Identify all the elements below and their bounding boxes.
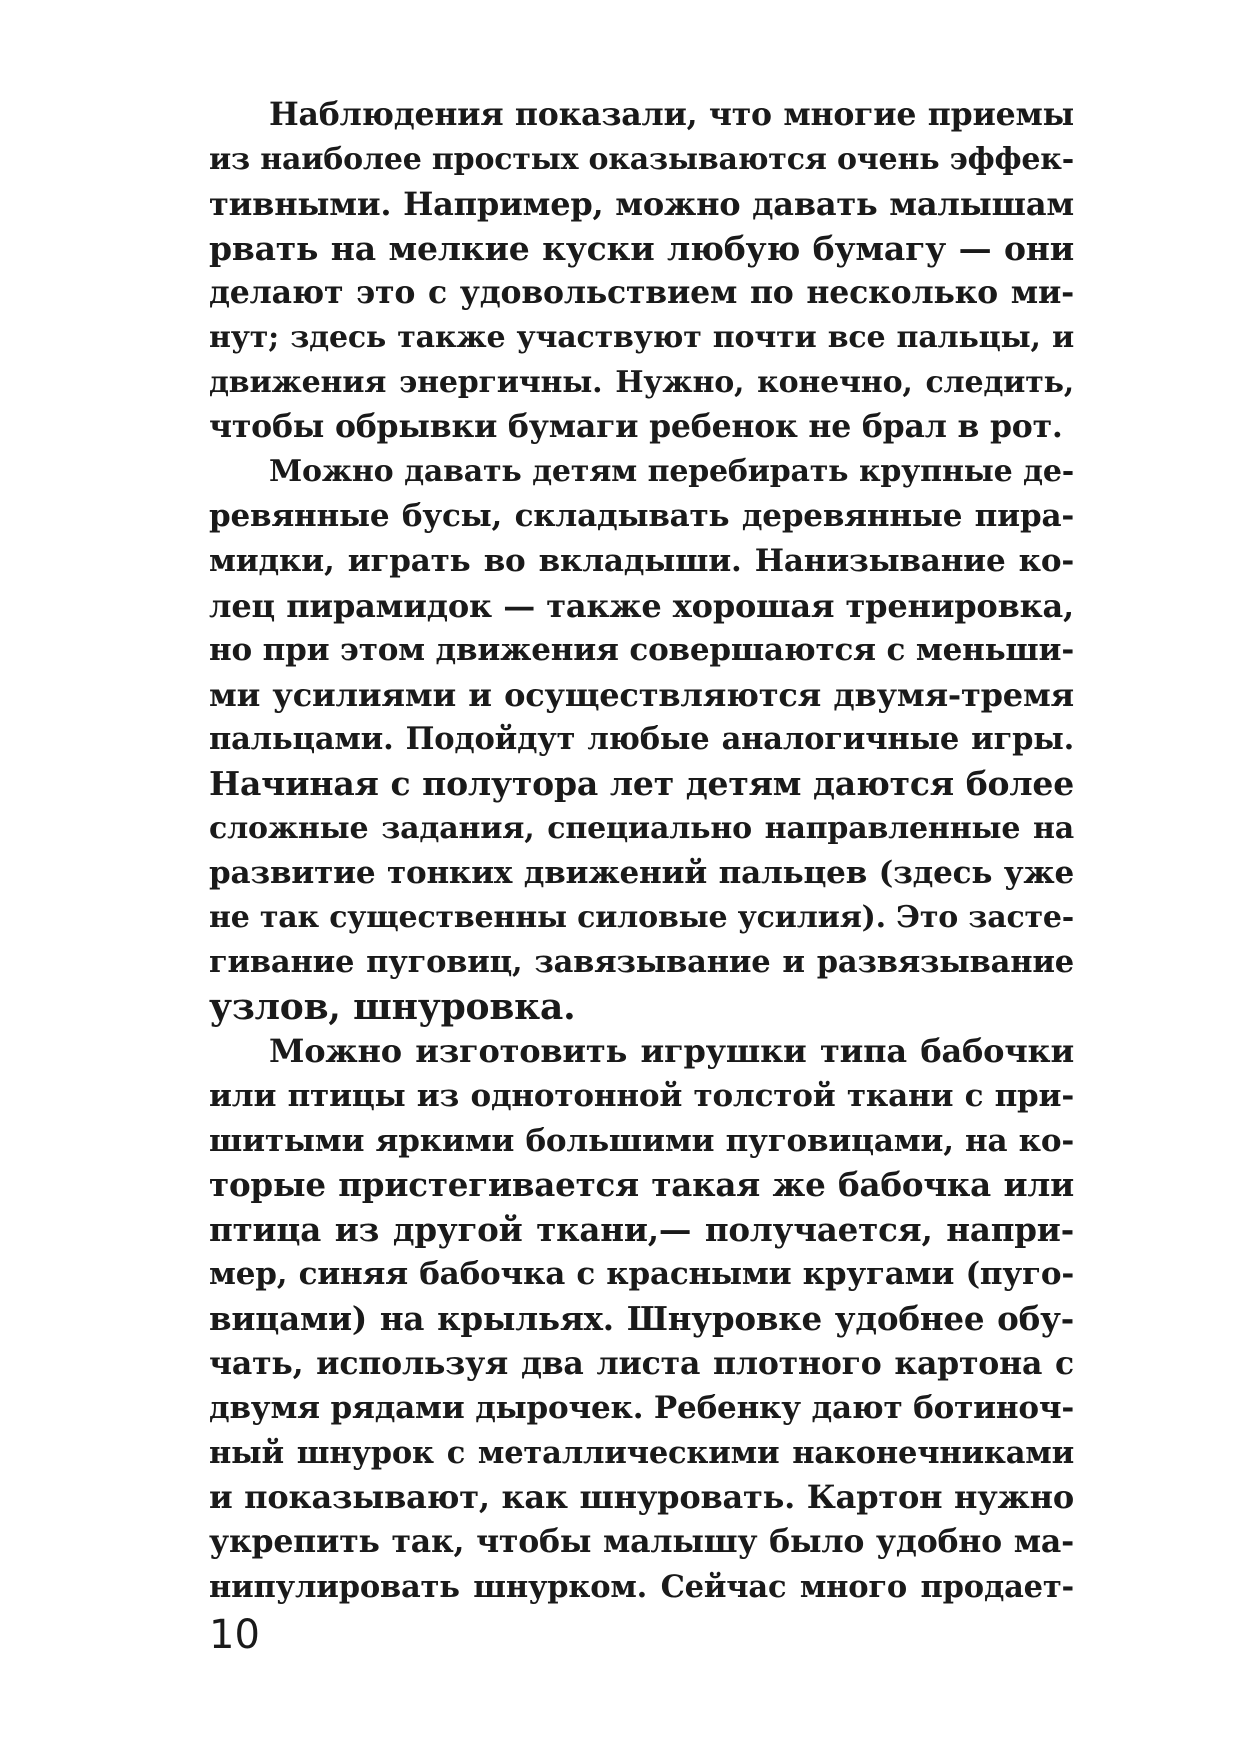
text-line: развитие тонких движений пальцев (здесь уже <box>209 855 1074 892</box>
text-line: из наиболее простых оказываются очень эффек- <box>209 141 1074 177</box>
text-line: ревянные бусы, складывать деревянные пира- <box>209 498 1074 535</box>
text-line: узлов, шнуровка. <box>209 985 576 1028</box>
text-line: Наблюдения показали, что многие приемы <box>269 96 1074 133</box>
text-line: или птицы из однотонной толстой ткани с при- <box>209 1078 1074 1115</box>
text-line: не так существенны силовые усилия). Это засте- <box>209 899 1075 935</box>
text-line: движения энергичны. Нужно, конечно, следить, <box>209 364 1074 400</box>
body-text <box>209 93 1074 1609</box>
text-line: нипулировать шнурком. Сейчас много продает- <box>209 1568 1074 1605</box>
text-line: вицами) на крыльях. Шнуровке удобнее обу- <box>209 1299 1074 1339</box>
text-line: двумя рядами дырочек. Ребенку дают ботиноч- <box>209 1390 1074 1427</box>
text-line: торые пристегивается такая же бабочка или <box>209 1165 1074 1205</box>
text-line: делают это с удовольствием по несколько ми- <box>209 274 1074 312</box>
text-line: чтобы обрывки бумаги ребенок не брал в рот. <box>209 408 1063 446</box>
text-line: нут; здесь также участвуют почти все пальцы, и <box>209 319 1074 355</box>
text-line: ный шнурок с металлическими наконечниками <box>209 1434 1074 1471</box>
text-line: ми усилиями и осуществляются двумя-тремя <box>209 675 1074 714</box>
text-line: тивными. Например, можно давать малышам <box>209 185 1074 224</box>
text-line: шитыми яркими большими пуговицами, на ко- <box>209 1122 1074 1159</box>
text-line: Можно изготовить игрушки типа бабочки <box>269 1032 1074 1071</box>
page-number: 10 <box>209 1612 260 1658</box>
text-line: гивание пуговиц, завязывание и развязывание <box>209 944 1074 981</box>
text-line: но при этом движения совершаются с меньши- <box>209 632 1074 669</box>
text-line: птица из другой ткани,— получается, напри- <box>209 1209 1074 1249</box>
text-line: мер, синяя бабочка с красными кругами (пуго- <box>209 1256 1074 1293</box>
text-line: укрепить так, чтобы малышу было удобно ма- <box>209 1523 1074 1560</box>
text-line: чать, используя два листа плотного картона с <box>209 1344 1074 1382</box>
text-line: сложные задания, специально направленные на <box>209 810 1074 846</box>
text-line: Можно давать детям перебирать крупные де- <box>269 453 1074 489</box>
text-line: рвать на мелкие куски любую бумагу — они <box>209 228 1074 268</box>
text-line: мидки, играть во вкладыши. Нанизывание ко- <box>209 542 1074 579</box>
text-line: и показывают, как шнуровать. Картон нужно <box>209 1478 1074 1517</box>
text-line: Начиная с полутора лет детям даются более <box>209 763 1074 803</box>
text-line: пальцами. Подойдут любые аналогичные игры. <box>209 721 1074 758</box>
text-line: лец пирамидок — также хорошая тренировка, <box>209 586 1074 625</box>
